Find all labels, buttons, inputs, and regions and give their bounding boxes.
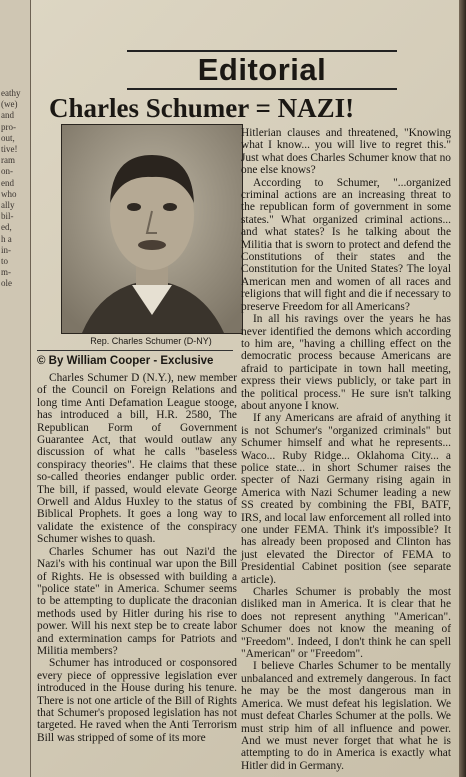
previous-page-text: eathy (we) and pro- out, tive! ram on- end who ally bil- ed, h a in- to m- ole bbox=[1, 88, 21, 289]
editorial-page bbox=[31, 0, 459, 777]
article-paragraph: I believe Charles Schumer to be mentally unbalanced and extremely dangerous. In fact he may be the most dangerous man in America. We must defeat his legislation. We must defeat Charles Schumer at the polls. We must strip him of all influence and power. And we must never forget that what he is attempting to do in America is exactly what Hitler did in Germany. bbox=[241, 660, 451, 772]
masthead-rule-bottom bbox=[127, 88, 397, 90]
article-paragraph: Charles Schumer has out Nazi'd the Nazi's with his continual war upon the Bill of Rights. He is obsessed with building a "police state" in America. Schumer seems to be attempting to duplicate the draconian methods used by Hitler during his rise to power. Will his next step be to create labor and extermination camps for Patriots and Militia members? bbox=[37, 545, 237, 657]
article-paragraph: Schumer has introduced or cosponsored every piece of oppressive legislation ever introduced in the House during his tenure. There is not one article of the Bill of Rights that Schumer's proposed legislation has not targeted. He raved when the Anti Terrorism Bill was stripped of some of its more bbox=[37, 657, 237, 744]
article-paragraph: Charles Schumer D (N.Y.), new member of the Council on Foreign Relations and long time Anti Defamation League stooge, has introduced a bill, H.R. 2580, The Republican Form of Government Guarantee Act, that would outlaw any discussion of what he calls "baseless conspiracy theories". He claims that these so-called theories endanger public order. The bill, if passed, would elevate George Orwell and Aldus Huxley to the status of Biblical Prophets. It goes a long way to validate the existence of the conspiracy Schumer wishes to quash. bbox=[37, 372, 237, 546]
portrait-photo bbox=[61, 124, 243, 334]
previous-page-edge bbox=[0, 0, 31, 777]
article-paragraph: Charles Schumer is probably the most disliked man in America. It is clear that he does not represent anything "American". Schumer does not know the meaning of "Freedom". Indeed, I don't think he can spell "American" or "Freedom". bbox=[241, 586, 451, 661]
byline-rule bbox=[37, 350, 233, 351]
headline: Charles Schumer = NAZI! bbox=[49, 93, 355, 123]
byline: © By William Cooper - Exclusive bbox=[37, 355, 214, 367]
section-title: Editorial bbox=[197, 52, 327, 87]
article-paragraph: According to Schumer, "...organized criminal actions are an increasing threat to the republican form of government in some states." What organized criminal actions... and what states? Is he talking about the Militia that is sworn to protect and defend the Constitutions of their states and the Constitution for the United States? The loyal American men and women of all races and religions that will fight and die if necessary to preserve Freedom for all Americans? bbox=[241, 176, 451, 313]
article-column-left bbox=[37, 372, 237, 744]
right-page-edge bbox=[459, 0, 466, 777]
article-paragraph: If any Americans are afraid of anything it is not Schumer's "organized criminals" but Schumer himself and what he represents... Waco... Ruby Ridge... Oklahoma City... a police state... in short Schumer raises the specter of Nazi Germany rising again in America with Nazi Schumer leading a new SS created by combining the FBI, BATF, IRS, and local law enforcement all rolled into one under FEMA. Think it's impossible? It has already been proposed and Clinton has just elevated the Director of FEMA to Presidential Cabinet position (see separate article). bbox=[241, 412, 451, 586]
article-paragraph: Hitlerian clauses and threatened, "Knowing what I know... you will live to regret this." Just what does Charles Schumer know that no one else knows? bbox=[241, 127, 451, 177]
article-paragraph: In all his ravings over the years he has never identified the demons which according to him are, "having a chilling effect on the democratic process because Americans are afraid to participate in town hall meeting, express their views publicly, or take part in the political process." He sure isn't talking about anyone I know. bbox=[241, 313, 451, 412]
portrait-image bbox=[62, 125, 242, 333]
article-column-right bbox=[241, 127, 451, 772]
photo-caption: Rep. Charles Schumer (D-NY) bbox=[90, 336, 212, 346]
